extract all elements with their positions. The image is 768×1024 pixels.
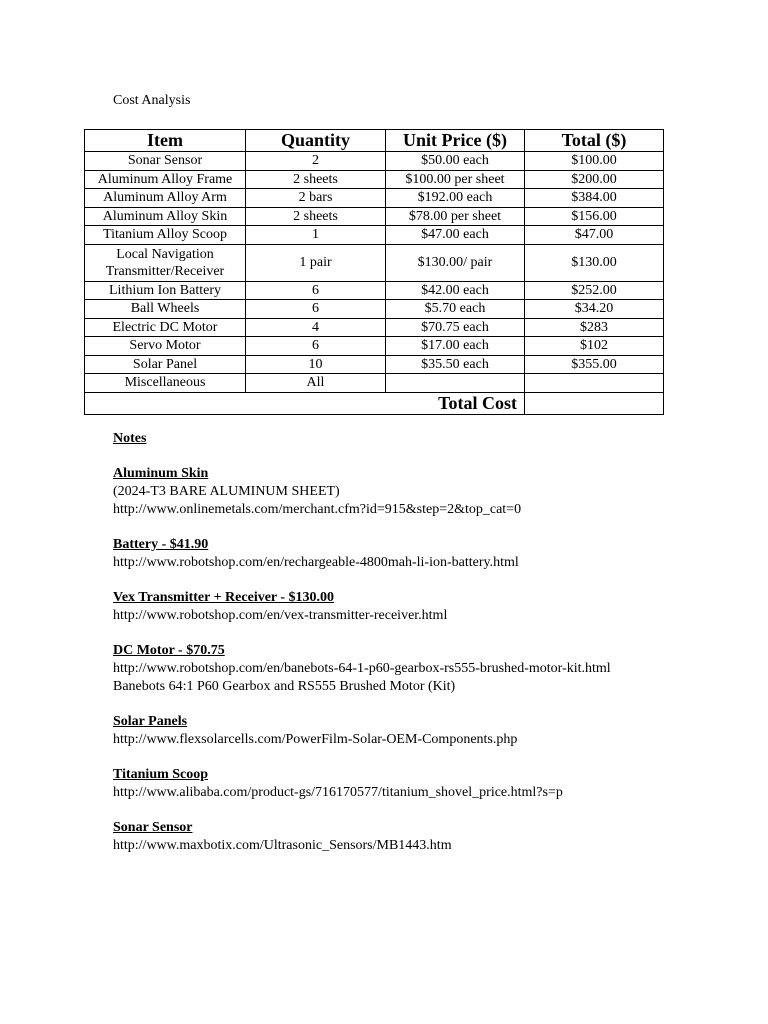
table-row: [85, 300, 664, 319]
total-cost-value: [525, 392, 664, 414]
notes-section: [113, 430, 733, 872]
note-item: [113, 713, 733, 749]
note-item: [113, 766, 733, 802]
table-body: [85, 152, 664, 393]
cell-quantity: 2 sheets: [246, 170, 386, 189]
cell-item: Miscellaneous: [85, 374, 246, 393]
cell-quantity: 10: [246, 355, 386, 374]
cell-item: Sonar Sensor: [85, 152, 246, 171]
note-text: Banebots 64:1 P60 Gearbox and RS555 Brushed Motor (Kit): [113, 679, 456, 694]
note-url[interactable]: http://www.maxbotix.com/Ultrasonic_Sensors/MB1443.htm: [113, 838, 452, 853]
document-title: Cost Analysis: [113, 93, 191, 108]
cell-unit-price: $5.70 each: [386, 300, 525, 319]
cell-total: $156.00: [525, 207, 664, 226]
table-header-row: [85, 130, 664, 152]
cell-unit-price: $17.00 each: [386, 337, 525, 356]
cell-item: Titanium Alloy Scoop: [85, 226, 246, 245]
table-row: [85, 374, 664, 393]
table-row: [85, 207, 664, 226]
cell-unit-price: $50.00 each: [386, 152, 525, 171]
cell-quantity: 1 pair: [246, 244, 386, 281]
note-url[interactable]: http://www.alibaba.com/product-gs/716170577/titanium_shovel_price.html?s=p: [113, 785, 563, 800]
table-row: [85, 152, 664, 171]
cell-unit-price: $70.75 each: [386, 318, 525, 337]
note-item: [113, 536, 733, 572]
cell-total: [525, 374, 664, 393]
cell-unit-price: $78.00 per sheet: [386, 207, 525, 226]
table-row: [85, 226, 664, 245]
cell-total: $100.00: [525, 152, 664, 171]
cell-item: Solar Panel: [85, 355, 246, 374]
note-title: Sonar Sensor: [113, 820, 193, 835]
cell-unit-price: $130.00/ pair: [386, 244, 525, 281]
note-title: Solar Panels: [113, 714, 188, 729]
cell-quantity: 6: [246, 337, 386, 356]
column-header-total: Total ($): [525, 130, 664, 152]
cell-unit-price: [386, 374, 525, 393]
note-title: Aluminum Skin: [113, 466, 209, 481]
cell-total: $130.00: [525, 244, 664, 281]
total-cost-label: Total Cost: [386, 392, 525, 414]
cell-total: $355.00: [525, 355, 664, 374]
cost-table: [84, 129, 664, 415]
column-header-quantity: Quantity: [246, 130, 386, 152]
cell-item: Aluminum Alloy Frame: [85, 170, 246, 189]
table-row: [85, 337, 664, 356]
cell-unit-price: $100.00 per sheet: [386, 170, 525, 189]
cell-quantity: 2 bars: [246, 189, 386, 208]
cell-item: Electric DC Motor: [85, 318, 246, 337]
cell-item: Lithium Ion Battery: [85, 281, 246, 300]
note-title: DC Motor - $70.75: [113, 643, 225, 658]
cell-total: $384.00: [525, 189, 664, 208]
cell-total: $47.00: [525, 226, 664, 245]
note-title: Vex Transmitter + Receiver - $130.00: [113, 590, 335, 605]
note-title: Titanium Scoop: [113, 767, 209, 782]
cell-quantity: 4: [246, 318, 386, 337]
notes-heading: Notes: [113, 431, 147, 446]
note-item: [113, 819, 733, 855]
note-item: [113, 642, 733, 696]
total-cost-row: [85, 392, 664, 414]
note-item: [113, 465, 733, 519]
table-row: [85, 355, 664, 374]
cell-quantity: 6: [246, 300, 386, 319]
cell-total: $34.20: [525, 300, 664, 319]
note-item: [113, 589, 733, 625]
cell-unit-price: $35.50 each: [386, 355, 525, 374]
total-spacer-cell: [85, 392, 386, 414]
column-header-unit-price: Unit Price ($): [386, 130, 525, 152]
note-url[interactable]: http://www.robotshop.com/en/rechargeable-4800mah-li-ion-battery.html: [113, 555, 519, 570]
cell-unit-price: $42.00 each: [386, 281, 525, 300]
table-row: [85, 281, 664, 300]
note-url[interactable]: http://www.robotshop.com/en/vex-transmitter-receiver.html: [113, 608, 448, 623]
cell-quantity: 2: [246, 152, 386, 171]
cell-quantity: All: [246, 374, 386, 393]
cell-item: Aluminum Alloy Skin: [85, 207, 246, 226]
cell-item: Ball Wheels: [85, 300, 246, 319]
cell-unit-price: $192.00 each: [386, 189, 525, 208]
cell-total: $283: [525, 318, 664, 337]
cell-total: $102: [525, 337, 664, 356]
table-row: [85, 189, 664, 208]
cell-total: $200.00: [525, 170, 664, 189]
table-row: [85, 170, 664, 189]
table-row: [85, 318, 664, 337]
note-url[interactable]: http://www.onlinemetals.com/merchant.cfm?id=915&step=2&top_cat=0: [113, 502, 522, 517]
note-text: (2024-T3 BARE ALUMINUM SHEET): [113, 484, 340, 499]
note-url[interactable]: http://www.robotshop.com/en/banebots-64-1-p60-gearbox-rs555-brushed-motor-kit.html: [113, 661, 611, 676]
notes-list: [113, 465, 733, 855]
cell-total: $252.00: [525, 281, 664, 300]
column-header-item: Item: [85, 130, 246, 152]
note-title: Battery - $41.90: [113, 537, 209, 552]
table-row: [85, 244, 664, 281]
cell-item: Local Navigation Transmitter/Receiver: [85, 244, 246, 281]
cell-quantity: 1: [246, 226, 386, 245]
cell-unit-price: $47.00 each: [386, 226, 525, 245]
cell-item: Aluminum Alloy Arm: [85, 189, 246, 208]
note-url[interactable]: http://www.flexsolarcells.com/PowerFilm-Solar-OEM-Components.php: [113, 732, 518, 747]
cell-quantity: 2 sheets: [246, 207, 386, 226]
cell-quantity: 6: [246, 281, 386, 300]
cell-item: Servo Motor: [85, 337, 246, 356]
